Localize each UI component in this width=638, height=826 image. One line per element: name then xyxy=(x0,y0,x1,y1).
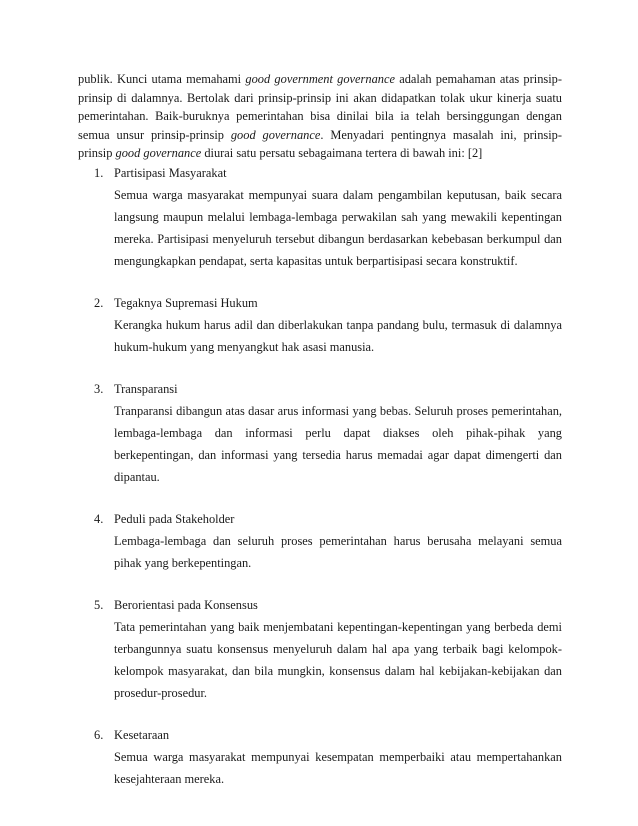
list-item-title: Tegaknya Supremasi Hukum xyxy=(114,296,258,310)
list-item-title: Transparansi xyxy=(114,382,178,396)
list-item-title: Partisipasi Masyarakat xyxy=(114,166,227,180)
list-item-number: 4. xyxy=(94,512,104,526)
intro-text-2: adalah pemahaman atas prinsip-prinsip di dalamnya. Bertolak dari prinsip-prinsip ini akan didapatkan tolak ukur kinerja suatu pemerintahan. Baik-buruknya pemerintahan bisa dinilai bila ia telah bersinggungan dengan semua unsur prinsip-prinsip xyxy=(78,72,562,142)
list-item-body: Semua warga masyarakat mempunyai kesempatan memperbaiki atau mempertahankan kesejahteraan mereka. xyxy=(114,750,562,786)
list-item-number: 5. xyxy=(94,598,104,612)
list-item xyxy=(94,594,562,704)
intro-paragraph xyxy=(78,70,562,163)
list-item xyxy=(94,292,562,358)
list-item xyxy=(94,508,562,574)
intro-text-4: diurai satu persatu sebagaimana tertera di bawah ini: [2] xyxy=(201,146,483,161)
list-item xyxy=(94,378,562,488)
list-item-body: Kerangka hukum harus adil dan diberlakukan tanpa pandang bulu, termasuk di dalamnya hukum-hukum yang menyangkut hak asasi manusia. xyxy=(114,318,562,354)
intro-term-good-government-governance: good government governance xyxy=(245,72,395,86)
list-item-number: 2. xyxy=(94,296,104,310)
intro-text-3: . Menyadari pentingnya masalah ini, prinsip-prinsip xyxy=(78,127,562,161)
list-item-number: 6. xyxy=(94,728,104,742)
list-item-title: Peduli pada Stakeholder xyxy=(114,512,235,526)
list-item-number: 1. xyxy=(94,166,104,180)
list-item-body: Lembaga-lembaga dan seluruh proses pemerintahan harus berusaha melayani semua pihak yang berkepentingan. xyxy=(114,534,562,570)
list-item-number: 3. xyxy=(94,382,104,396)
list-item-body: Tata pemerintahan yang baik menjembatani kepentingan-kepentingan yang berbeda demi terbangunnya suatu konsensus menyeluruh dalam hal apa yang terbaik bagi kelompok-kelompok masyarakat, dan bila mungkin, konsensus dalam hal kebijakan-kebijakan dan prosedur-prosedur. xyxy=(114,620,562,700)
intro-text-1: publik. Kunci utama memahami xyxy=(78,72,246,86)
principles-list xyxy=(94,162,562,810)
list-item-title: Berorientasi pada Konsensus xyxy=(114,598,258,612)
list-item xyxy=(94,162,562,272)
intro-term-good-governance-2: good governance xyxy=(115,146,202,161)
list-item-body: Tranparansi dibangun atas dasar arus informasi yang bebas. Seluruh proses pemerintahan, lembaga-lembaga dan informasi perlu dapat diakses oleh pihak-pihak yang berkepentingan, dan informasi yang tersedia harus memadai agar dapat dimengerti dan dipantau. xyxy=(114,404,562,484)
list-item-body: Semua warga masyarakat mempunyai suara dalam pengambilan keputusan, baik secara langsung maupun melalui lembaga-lembaga perwakilan sah yang mewakili kepentingan mereka. Partisipasi menyeluruh tersebut dibangun berdasarkan kebebasan berkumpul dan mengungkapkan pendapat, serta kapasitas untuk berpartisipasi secara konstruktif. xyxy=(114,188,562,268)
list-item-title: Kesetaraan xyxy=(114,728,170,742)
intro-term-good-governance-1: good governance xyxy=(230,127,321,142)
list-item xyxy=(94,724,562,790)
